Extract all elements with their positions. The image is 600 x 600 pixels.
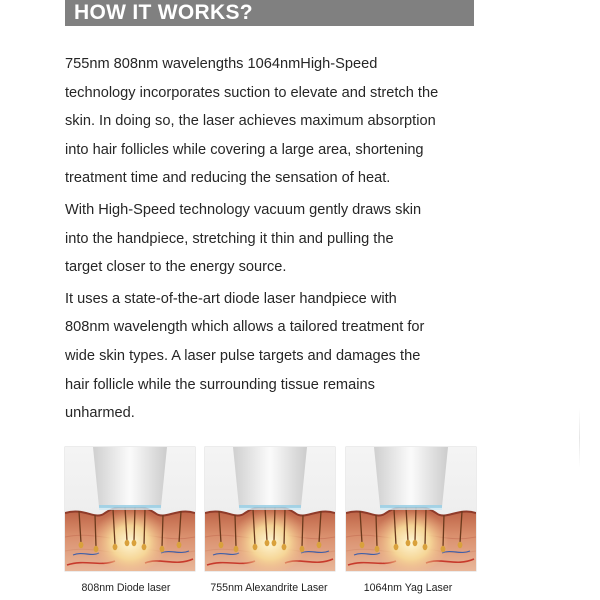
- text-line: skin. In doing so, the laser achieves maximum absorption: [65, 113, 436, 130]
- text-line: 755nm 808nm wavelengths 1064nmHigh-Speed: [65, 56, 378, 72]
- body-text: [65, 50, 485, 431]
- caption-1064nm: 1064nm Yag Laser: [363, 582, 453, 594]
- text-line: target closer to the energy source.: [65, 259, 287, 276]
- illustration-1064nm: [346, 447, 476, 571]
- illustration-755nm: [205, 447, 335, 571]
- caption-755nm: 755nm Alexandrite Laser: [210, 582, 328, 594]
- section-title: HOW IT WORKS?: [74, 1, 253, 24]
- text-line: With High-Speed technology vacuum gently draws skin: [65, 201, 422, 218]
- paragraph-3: [65, 285, 485, 428]
- text-line: It uses a state-of-the-art diode laser handpiece with: [65, 290, 397, 307]
- skin-cross-section-illustration: [346, 447, 476, 571]
- caption-808nm: 808nm Diode laser: [81, 582, 171, 594]
- paragraph-2: [65, 196, 485, 282]
- laser-illustrations: [65, 447, 477, 572]
- text-line: hair follicle while the surrounding tissue remains: [65, 376, 375, 393]
- section-header-bar: [65, 0, 474, 26]
- page-edge-shadow: [579, 408, 580, 468]
- text-line: wide skin types. A laser pulse targets and damages the: [65, 347, 421, 364]
- text-line: into hair follicles while covering a large area, shortening: [65, 141, 424, 158]
- paragraph-1: [65, 50, 485, 193]
- text-line: technology incorporates suction to elevate and stretch the: [65, 84, 439, 101]
- text-line: into the handpiece, stretching it thin and pulling the: [65, 230, 394, 247]
- skin-cross-section-illustration: [65, 447, 195, 571]
- illustration-808nm: [65, 447, 195, 571]
- text-line: treatment time and reducing the sensation of heat.: [65, 170, 391, 187]
- skin-cross-section-illustration: [205, 447, 335, 571]
- text-line: 808nm wavelength which allows a tailored treatment for: [65, 319, 425, 336]
- text-line: unharmed.: [65, 405, 135, 422]
